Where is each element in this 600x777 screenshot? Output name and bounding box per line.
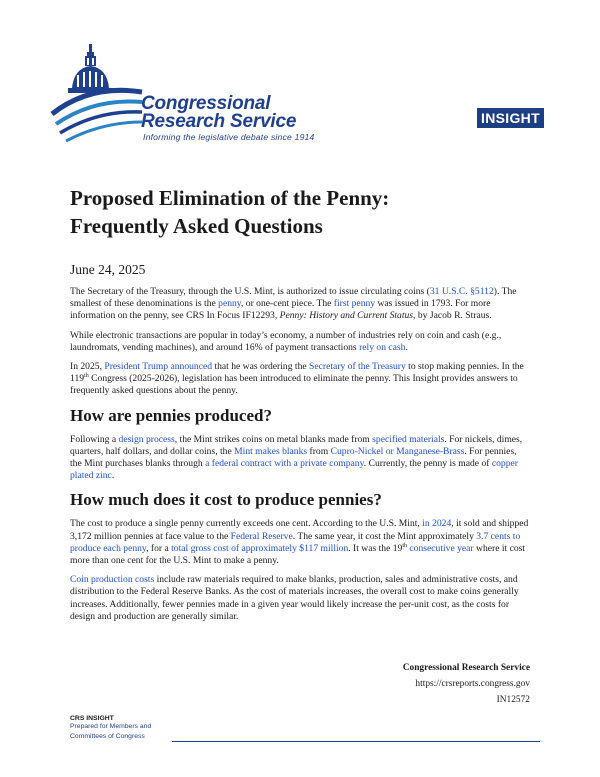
link-consecutive-year[interactable]: consecutive year [409,542,474,554]
link-specified-materials[interactable]: specified materials [372,433,445,445]
footer-org-name: Congressional Research Service [402,663,530,673]
link-federal-reserve[interactable]: Federal Reserve [230,530,293,542]
text: include raw materials required to make blanks, production, sales and administrative costs, and distribution to the Federal Reserve Banks. As the cost of materials increases, the overall cost to make coins generally increases. Additionally, fewer pennies made in a given year would likely increase the per-unit cost, as the costs for design and production are generally similar. [70,574,519,622]
text: that he was ordering the [212,361,310,373]
text: Congress (2025-2026), legislation has been introduced to eliminate the penny. This Insight provides answers to frequently asked questions about the penny. [70,373,518,397]
link-penny[interactable]: penny [218,298,241,310]
text: where it cost more than one cent for the U.S. Mint to make a penny. [70,542,526,567]
text: to stop making pennies. In the 119 [70,361,524,385]
link-total-gross-cost[interactable]: total gross cost of approximately $117 million [171,542,349,554]
text: The Secretary of the Treasury, through the U.S. Mint, is authorized to issue circulating coins ( [70,286,430,297]
text: was issued in 1793. For more information on the penny, see CRS In Focus IF12293, [70,298,491,322]
text: . [405,341,408,353]
superscript: th [84,373,89,380]
link-cupro-nickel[interactable]: Cupro-Nickel or Manganese-Brass [330,445,465,457]
link-31-usc-5112[interactable]: 31 U.S.C. §5112 [429,286,494,297]
logo-tagline: Informing the legislative debate since 1914 [143,132,315,142]
link-design-process[interactable]: design process [118,433,175,445]
paragraph-cost [70,518,530,567]
prepared-for-line2: Committees of Congress [70,732,145,740]
link-president-trump-announced[interactable]: President Trump announced [104,361,213,373]
text: from [307,445,331,457]
link-federal-contract[interactable]: a federal contract with a private company [205,458,364,470]
link-mint-makes-blanks[interactable]: Mint makes blanks [234,445,308,457]
link-coin-production-costs[interactable]: Coin production costs [70,574,155,586]
text: The cost to produce a single penny currently exceeds one cent. According to the U.S. Mint, [70,518,423,530]
heading-how-produced: How are pennies produced? [70,405,272,425]
footer-url[interactable]: https://crsreports.congress.gov [415,679,530,689]
report-title: Penny: History and Current Status [279,310,414,322]
logo-title-line2: Research Service [141,111,297,132]
text: . For pennies, the Mint purchases blanks through [70,445,517,470]
text: , or one-cent piece. The [240,298,334,310]
text: . It was the 19 [348,542,403,554]
link-secretary-of-treasury[interactable]: Secretary of the Treasury [309,361,406,373]
text: Following a [70,433,119,445]
crs-insight-title: CRS INSIGHT [70,715,114,722]
text: . Currently, the penny is made of [363,458,492,470]
text: , for a [146,542,172,554]
superscript: th [402,542,408,549]
paragraph-2025 [70,361,530,398]
text: ). The smallest of these denominations is the [70,286,517,310]
text: , the Mint strikes coins on metal blanks made from [174,433,373,445]
title-line2: Frequently Asked Questions [70,214,323,238]
paragraph-production [70,434,530,483]
prepared-for-line1: Prepared for Members and [70,723,152,730]
insight-badge: INSIGHT [477,108,544,128]
footer-report-id: IN12572 [496,695,530,705]
text: . For nickels, dimes, quarters, half dollars, and dollar coins, the [70,433,523,457]
paragraph-production-costs [70,574,530,623]
text: In 2025, [70,361,105,373]
link-cost-per-penny[interactable]: 3.7 cents to produce each penny [70,530,521,554]
title-line1: Proposed Elimination of the Penny: [70,186,390,210]
paragraph-intro [70,286,530,323]
paragraph-electronic [70,330,530,354]
link-copper-plated-zinc[interactable]: copper plated zinc [70,458,518,482]
link-first-penny[interactable]: first penny [333,298,376,310]
publication-date: June 24, 2025 [70,262,146,277]
footer-org-block [403,660,530,708]
heading-cost: How much does it cost to produce pennies? [70,490,382,510]
footer-divider [172,741,540,742]
text: While electronic transactions are popular in today’s economy, a number of industries rely on coin and cash (e.g., laundromats, vending machines), and around 16% of payment transactions [70,329,502,353]
crs-insight-label [70,715,151,741]
text: . The same year, it cost the Mint approximately [292,530,477,542]
link-rely-on-cash[interactable]: rely on cash [359,341,406,353]
logo-title-line1: Congressional [141,93,271,114]
text: , by Jacob R. Straus. [413,310,492,322]
page-title [70,184,540,240]
article-body [70,286,530,630]
text: , it sold and shipped 3,172 million pennies at face value to the [70,518,529,542]
text: . [111,470,115,482]
link-in-2024[interactable]: in 2024 [422,518,452,530]
